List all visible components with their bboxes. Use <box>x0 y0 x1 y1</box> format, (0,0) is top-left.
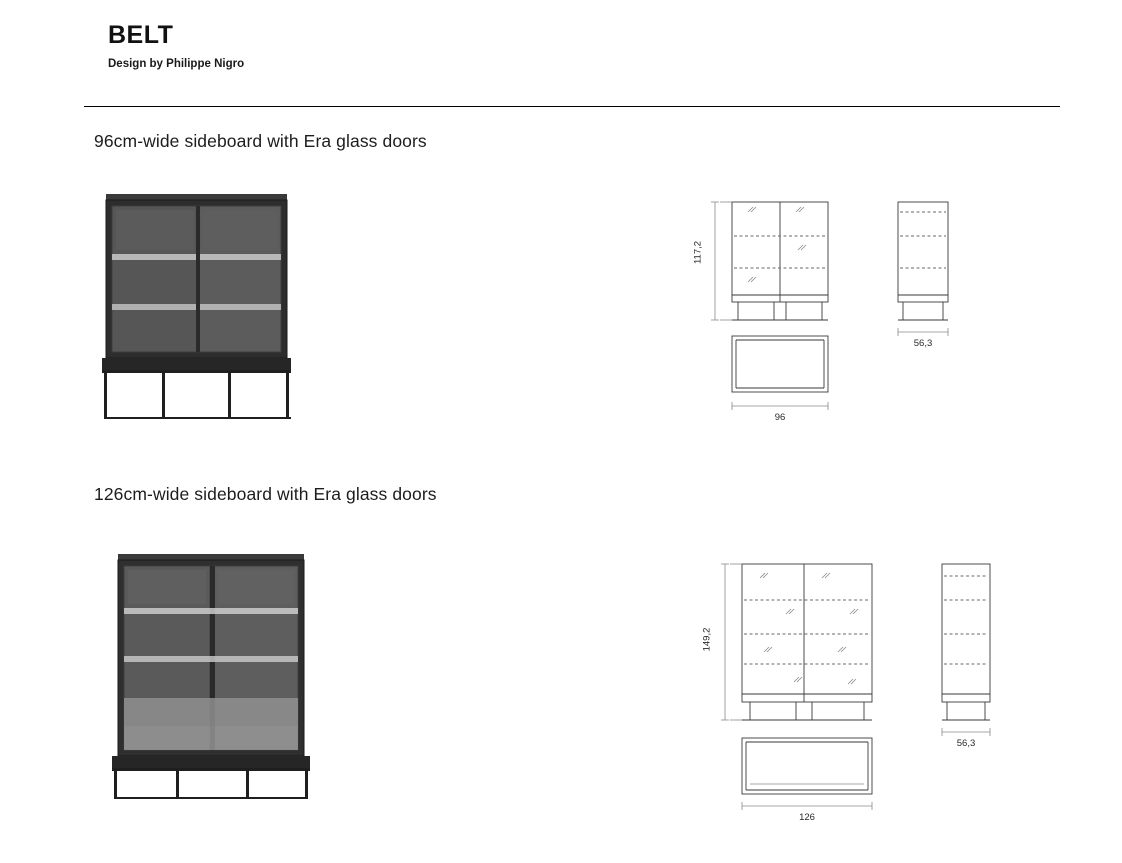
dimension-width-sideboard-96: 96 <box>774 412 786 423</box>
product-photo-sideboard-96 <box>100 192 300 424</box>
technical-drawings-sideboard-96 <box>690 190 1020 440</box>
dimension-width-sideboard-126: 126 <box>799 812 815 823</box>
dimension-height-sideboard-96: 117,2 <box>692 240 704 265</box>
dimension-depth-sideboard-96: 56,3 <box>913 338 933 349</box>
technical-drawings-sideboard-126 <box>700 552 1030 832</box>
header-divider <box>84 106 1060 107</box>
page-title: BELT <box>108 21 174 49</box>
product-photo-sideboard-126 <box>106 552 324 802</box>
dimension-height-sideboard-126: 149,2 <box>701 627 713 652</box>
dimension-depth-sideboard-126: 56,3 <box>956 738 976 749</box>
section-title-sideboard-126: 126cm-wide sideboard with Era glass doors <box>94 484 437 504</box>
section-title-sideboard-96: 96cm-wide sideboard with Era glass doors <box>94 131 427 151</box>
document-header <box>108 22 1068 70</box>
designer-credit: Design by Philippe Nigro <box>108 57 245 70</box>
